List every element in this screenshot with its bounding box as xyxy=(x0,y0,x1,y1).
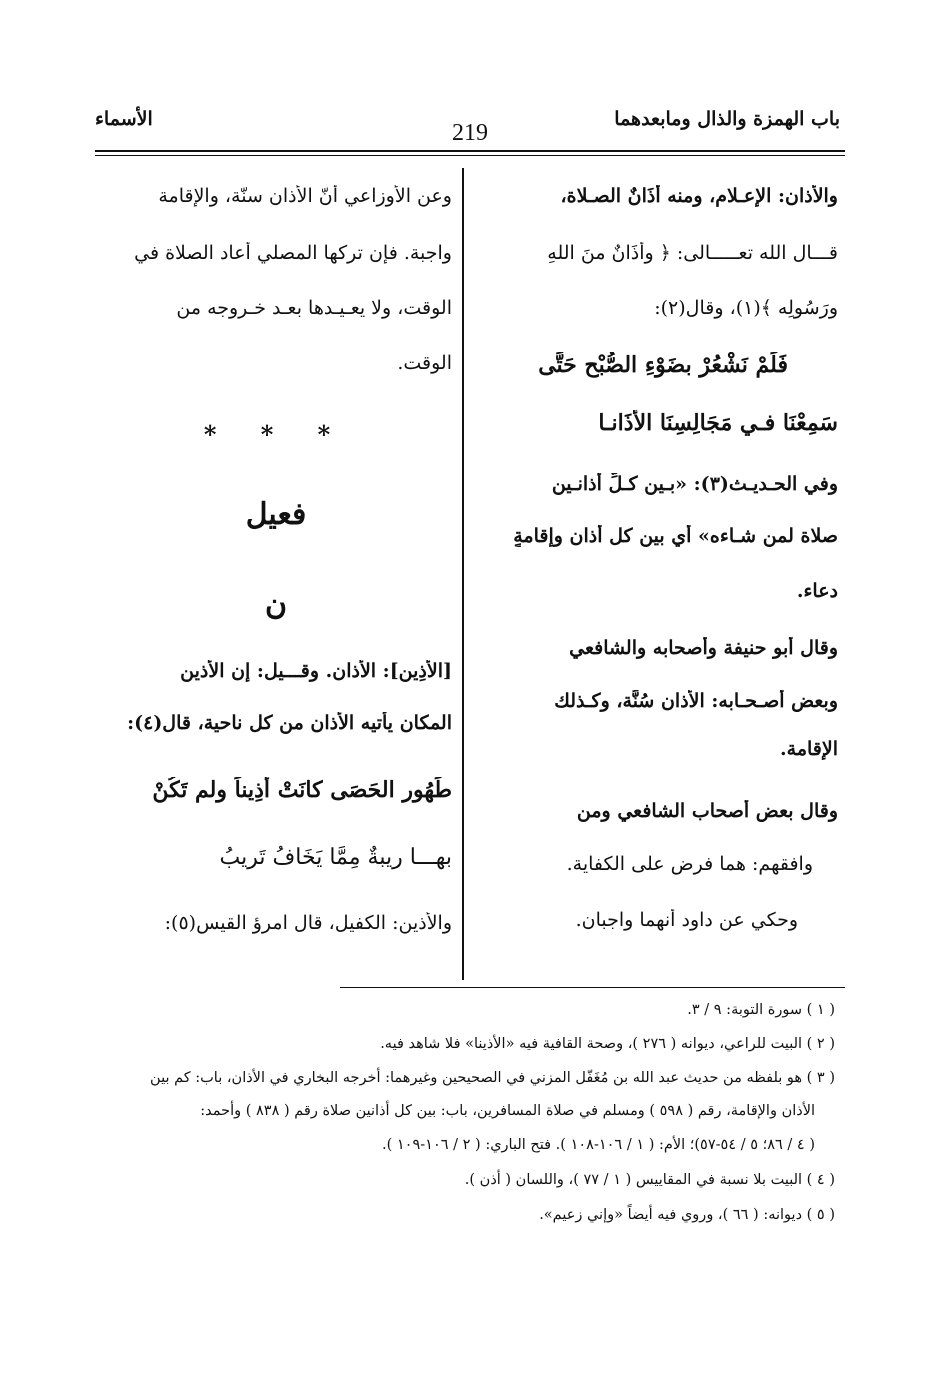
text-line: الوقت. xyxy=(397,352,452,374)
verse-line: طَهُور الحَصَى كانَتْ أذِيناً ولم تَكُنْ xyxy=(152,777,452,803)
text-line: وافقهم: هما فرض على الكفاية. xyxy=(566,853,813,875)
text-line: واجبة. فإن تركها المصلي أعاد الصلاة في xyxy=(134,242,452,264)
text-line: وقال بعض أصحاب الشافعي ومن xyxy=(576,800,838,822)
text-line: الوقت، ولا يعـيـدها بعـد خـروجه من xyxy=(176,297,452,319)
verse-line: سَمِعْنَا فـي مَجَالِسِنَا الأَذَانـا xyxy=(598,410,838,436)
footnote: ( ٢ ) البيت للراعي، ديوانه ( ٢٧٦ )، وصحة القافية فيه «الأذينا» فلا شاهد فيه. xyxy=(380,1036,835,1052)
text-line: دعاء. xyxy=(796,580,838,602)
text-line: والأذين: الكفيل، قال امرؤ القيس(٥): xyxy=(164,912,452,934)
footnote: ( ٤ ) البيت بلا نسبة في المقاييس ( ١ / ٧٧ )، واللسان ( أذن ). xyxy=(464,1172,835,1188)
section-title: الأسماء xyxy=(95,108,153,130)
footnote-continuation: ( ٤ / ٨٦؛ ٥ / ٥٤-٥٧)؛ الأم: ( ١ / ١٠٦-١٠٨ ). فتح الباري: ( ٢ / ١٠٦-١٠٩ ). xyxy=(381,1137,815,1153)
text-line: المكان يأتيه الأذان من كل ناحية، قال(٤): xyxy=(127,712,452,734)
footnote: ( ٣ ) هو بلفظه من حديث عبد الله بن مُغَفّل المزني في الصحيحين وغيرهما: أخرجه البخاري في الأذان، باب: كم بين xyxy=(150,1070,835,1086)
footnote: ( ١ ) سورة التوبة: ٩ / ٣. xyxy=(687,1002,835,1018)
text-line: والأذان: الإعـلام، ومنه أَذَانٌ الصـلاة، xyxy=(560,185,838,207)
verse-line: بهـــا رِيبةٌ مِمَّا يَخَافُ تَرِيبُ xyxy=(219,845,452,870)
footnote: ( ٥ ) ديوانه: ( ٦٦ )، وروي فيه أيضاً «وإني زعيم». xyxy=(539,1207,835,1223)
text-line: قـــال الله تعـــــالى: ﴿ وأَذَانٌ منَ اللهِ xyxy=(547,242,838,264)
header-rule xyxy=(95,150,845,152)
footnote-rule xyxy=(340,987,845,988)
column-divider xyxy=(462,168,464,980)
text-line: وعن الأوزاعي أنّ الأذان سنّة، والإقامة xyxy=(158,185,452,207)
text-line: [الأَذِين]: الأذان. وقـــيل: إن الأذين xyxy=(180,660,452,682)
text-line: صلاة لمن شـاءه» أي بين كل أذان وإقامةٍ xyxy=(513,525,838,547)
chapter-title: باب الهمزة والذال ومابعدهما xyxy=(614,108,840,130)
text-line: ورَسُولِه ﴾(١)، وقال(٢): xyxy=(654,297,838,319)
letter-heading: ن xyxy=(264,587,288,622)
text-line: وفي الحـديـث(٣): «بـين كـلِّ أذانـين xyxy=(551,473,838,495)
text-line: الإقامة. xyxy=(780,738,838,760)
morphological-pattern-heading: فعيل xyxy=(245,497,307,532)
header-rule-thin xyxy=(95,155,845,156)
text-line: وبعض أصـحـابه: الأذان سُنَّة، وكـذلك xyxy=(554,690,838,712)
text-line: وقال أبو حنيفة وأصحابه والشافعي xyxy=(569,637,838,659)
text-line: وحكي عن داود أنهما واجبان. xyxy=(575,909,798,931)
section-separator-stars: * * * xyxy=(203,420,349,449)
verse-line: فَلَمْ نَشْعُرْ بضَوْءِ الصُّبْحِ حَتَّى xyxy=(538,352,788,378)
footnote-continuation: الأذان والإقامة، رقم ( ٥٩٨ ) ومسلم في صلاة المسافرين، باب: بين كل أذانين صلاة رقم ( ٨٣٨ ) وأحمد: xyxy=(200,1103,815,1119)
page-number: 219 xyxy=(452,120,488,146)
